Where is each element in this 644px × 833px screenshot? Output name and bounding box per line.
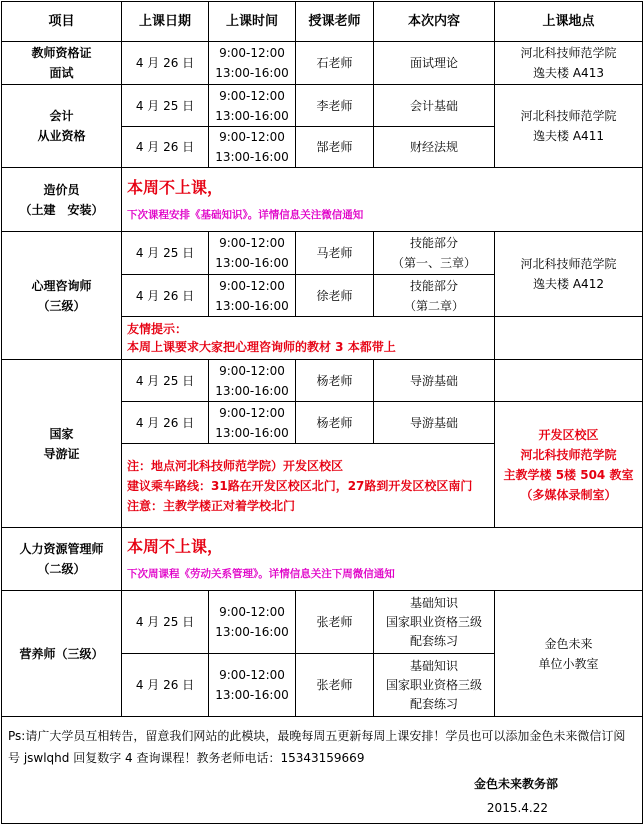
class-time	[209, 275, 296, 317]
content-line: 国家职业资格三级	[385, 677, 482, 692]
course-title-line: 国家	[49, 426, 74, 441]
next-course-text: 下次课程安排《基础知识》。详情信息关注微信通知	[127, 208, 364, 221]
location-line: 主教学楼 5楼 504 教室	[503, 467, 634, 482]
time-line: 9:00-12:00	[219, 278, 285, 293]
time-line: 13:00-16:00	[215, 688, 289, 702]
class-time	[209, 360, 296, 402]
table-row	[2, 360, 643, 402]
location-line: （多媒体录制室）	[520, 487, 617, 502]
class-date: 4 月 26 日	[122, 42, 209, 85]
no-class-notice	[122, 528, 643, 591]
course-title-line: 从业资格	[37, 129, 86, 143]
class-date: 4 月 25 日	[122, 232, 209, 275]
empty-cell	[495, 317, 643, 360]
header-location: 上课地点	[495, 2, 643, 42]
table-row	[2, 528, 643, 591]
teacher-name: 郜老师	[296, 127, 374, 168]
class-content: 会计基础	[374, 85, 495, 127]
class-content: 财经法规	[374, 127, 495, 168]
location-line: 逸夫楼 A412	[533, 277, 604, 291]
header-row	[2, 2, 643, 42]
course-title	[2, 360, 122, 528]
time-line: 13:00-16:00	[215, 108, 289, 123]
class-location	[495, 402, 643, 528]
course-title-line: （三级）	[37, 298, 86, 313]
course-title-line: 导游证	[43, 446, 80, 461]
course-schedule-table	[1, 1, 643, 824]
issue-date: 2015.4.22	[486, 801, 548, 815]
class-content: 面试理论	[374, 42, 495, 85]
course-title-line: （土建 安装）	[19, 202, 104, 217]
class-date: 4 月 26 日	[122, 275, 209, 317]
time-line: 13:00-16:00	[215, 256, 289, 270]
class-date: 4 月 26 日	[122, 402, 209, 444]
notice-text: 本周不上课，	[127, 537, 224, 556]
table-row	[2, 42, 643, 85]
table-row	[2, 85, 643, 127]
time-line: 13:00-16:00	[215, 150, 289, 164]
class-date: 4 月 26 日	[122, 654, 209, 717]
teacher-name: 杨老师	[296, 402, 374, 444]
class-content	[374, 275, 495, 317]
footer-row	[2, 717, 643, 824]
table-row	[2, 168, 643, 232]
class-time	[209, 127, 296, 168]
location-line: 开发区校区	[538, 427, 599, 442]
course-title-line: 面试	[49, 66, 74, 80]
course-title	[2, 168, 122, 232]
time-line: 9:00-12:00	[219, 363, 285, 378]
course-title	[2, 42, 122, 85]
teacher-name: 李老师	[296, 85, 374, 127]
content-line: 技能部分	[409, 236, 458, 250]
time-line: 13:00-16:00	[215, 625, 289, 639]
course-title	[2, 85, 122, 168]
class-location	[495, 85, 643, 168]
content-line: 基础知识	[409, 595, 458, 610]
route-notes	[122, 444, 495, 528]
time-line: 9:00-12:00	[219, 88, 285, 103]
header-teacher: 授课老师	[296, 2, 374, 42]
time-line: 13:00-16:00	[215, 66, 289, 80]
course-title	[2, 528, 122, 591]
content-line: 配套练习	[409, 696, 458, 711]
next-course-text: 下次周课程《劳动关系管理》。详情信息关注下周微信通知	[127, 568, 395, 580]
class-date: 4 月 25 日	[122, 360, 209, 402]
location-line: 单位小教室	[538, 656, 599, 671]
location-line: 金色未来	[544, 636, 593, 651]
time-line: 9:00-12:00	[219, 46, 285, 60]
notice-text: 本周不上课，	[127, 177, 224, 197]
content-line: 国家职业资格三级	[385, 614, 482, 629]
location-line: 河北科技师范学院	[520, 447, 617, 462]
tip-line: 友情提示：	[127, 322, 188, 336]
class-date: 4 月 25 日	[122, 591, 209, 654]
teacher-name: 张老师	[296, 591, 374, 654]
teacher-name: 张老师	[296, 654, 374, 717]
teacher-name: 马老师	[296, 232, 374, 275]
location-line: 河北科技师范学院	[520, 257, 617, 271]
teacher-name: 徐老师	[296, 275, 374, 317]
class-date: 4 月 26 日	[122, 127, 209, 168]
course-title	[2, 232, 122, 360]
class-date: 4 月 25 日	[122, 85, 209, 127]
teacher-name: 杨老师	[296, 360, 374, 402]
no-class-notice	[122, 168, 643, 232]
friendly-tip	[122, 317, 495, 360]
header-date: 上课日期	[122, 2, 209, 42]
course-title: 营养师（三级）	[2, 591, 122, 717]
footer-notice	[2, 717, 643, 824]
class-time	[209, 42, 296, 85]
class-time	[209, 85, 296, 127]
class-location	[495, 232, 643, 317]
class-time	[209, 232, 296, 275]
class-time	[209, 591, 296, 654]
class-location	[495, 42, 643, 85]
time-line: 9:00-12:00	[219, 605, 285, 619]
course-title-line: 会计	[49, 109, 74, 123]
class-location	[495, 591, 643, 717]
course-title-line: 造价员	[43, 182, 80, 197]
location-line: 河北科技师范学院	[520, 46, 617, 60]
class-content: 导游基础	[374, 402, 495, 444]
content-line: 配套练习	[409, 633, 458, 648]
time-line: 9:00-12:00	[219, 130, 285, 144]
class-content	[374, 654, 495, 717]
course-title-line: 人力资源管理师	[19, 542, 104, 556]
course-title-line: 教师资格证	[31, 46, 92, 60]
class-content	[374, 232, 495, 275]
location-line: 河北科技师范学院	[520, 109, 617, 123]
note-line: 注意：主教学楼正对着学校北门	[127, 498, 296, 513]
table-row	[2, 591, 643, 654]
header-content: 本次内容	[374, 2, 495, 42]
header-project: 项目	[2, 2, 122, 42]
time-line: 9:00-12:00	[219, 236, 285, 250]
table-row	[2, 232, 643, 275]
header-time: 上课时间	[209, 2, 296, 42]
content-line: 基础知识	[409, 658, 458, 673]
time-line: 9:00-12:00	[219, 668, 285, 682]
class-time	[209, 402, 296, 444]
content-line: （第二章）	[403, 298, 464, 313]
signature: 金色未来教务部	[473, 777, 558, 791]
teacher-name: 石老师	[296, 42, 374, 85]
location-line: 逸夫楼 A413	[533, 66, 604, 80]
time-line: 13:00-16:00	[215, 298, 289, 313]
ps-text: Ps:请广大学员互相转告，留意我们网站的此模块，最晚每周五更新每周上课安排！学员也可以添加金色未来微信订阅号 jswlqhd 回复数字 4 查询课程！教务老师电话：15343159669	[8, 729, 626, 765]
note-line: 建议乘车路线：31路在开发区校区北门，27路到开发区校区南门	[127, 478, 473, 493]
class-content: 导游基础	[374, 360, 495, 402]
class-time	[209, 654, 296, 717]
time-line: 9:00-12:00	[219, 405, 285, 420]
content-line: 技能部分	[409, 278, 458, 293]
tip-line: 本周上课要求大家把心理咨询师的教材 3 本都带上	[127, 340, 396, 354]
time-line: 13:00-16:00	[215, 383, 289, 398]
class-content	[374, 591, 495, 654]
content-line: （第一、三章）	[391, 256, 476, 270]
empty-cell	[495, 360, 643, 402]
time-line: 13:00-16:00	[215, 425, 289, 440]
location-line: 逸夫楼 A411	[533, 129, 604, 143]
course-title-line: 心理咨询师	[31, 278, 92, 293]
note-line: 注：地点河北科技师范学院）开发区校区	[127, 458, 344, 473]
course-title-line: （二级）	[37, 562, 86, 576]
